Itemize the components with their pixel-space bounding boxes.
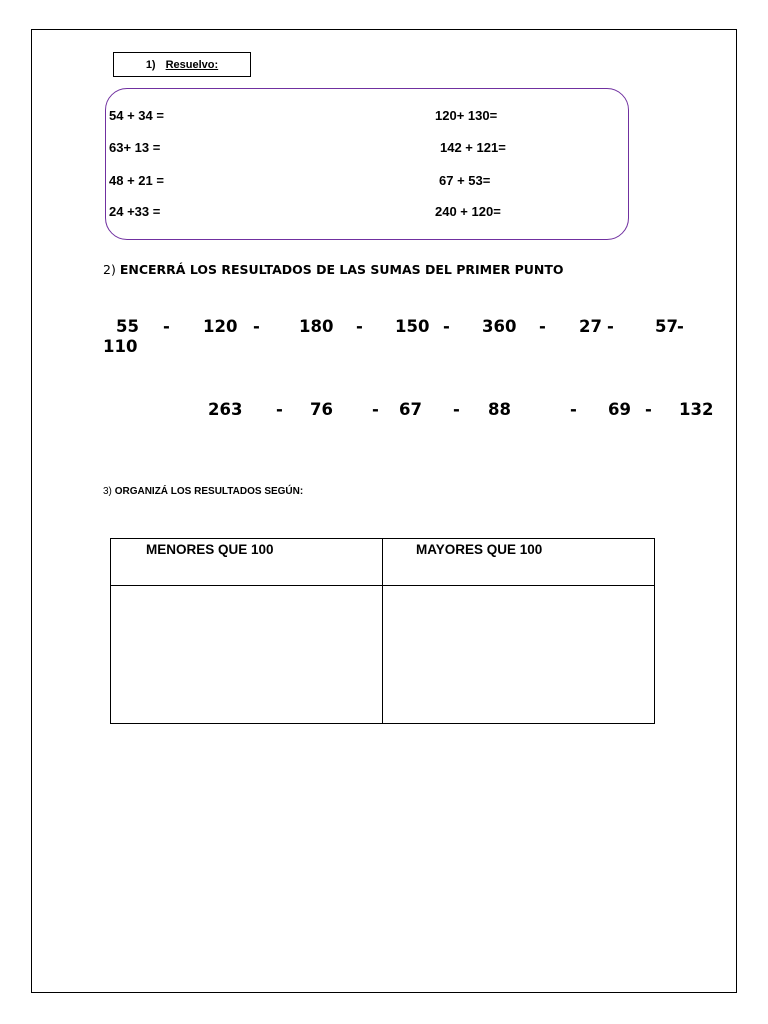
section-1-title: Resuelvo: (165, 58, 219, 71)
sums-box (105, 88, 629, 240)
result-value: 55 (116, 317, 139, 336)
sum-left-1: 54 + 34 = (109, 108, 164, 123)
result-value: 263 (208, 400, 243, 419)
sum-right-1: 120+ 130= (435, 108, 498, 123)
sum-right-2: 142 + 121= (440, 140, 506, 155)
table-header-row (111, 539, 655, 586)
result-separator: - (677, 317, 684, 336)
result-value: 360 (482, 317, 517, 336)
sum-left-3: 48 + 21 = (109, 173, 164, 188)
section-2-instruction (103, 262, 564, 277)
result-value: 67 (399, 400, 422, 419)
result-value: 150 (395, 317, 430, 336)
result-separator: - (163, 317, 170, 336)
result-separator: - (372, 400, 379, 419)
result-separator: - (645, 400, 652, 419)
table-answer-row (111, 586, 655, 724)
result-separator: - (570, 400, 577, 419)
result-value: 57 (655, 317, 678, 336)
section-1-heading (113, 52, 251, 77)
answer-cell-menores[interactable] (111, 586, 383, 724)
result-separator: - (443, 317, 450, 336)
section-2-number: 2) (103, 262, 116, 277)
result-value: 132 (679, 400, 714, 419)
sort-table (110, 538, 655, 724)
result-value: 88 (488, 400, 511, 419)
header-mayores: MAYORES QUE 100 (383, 539, 655, 586)
section-2-text: ENCERRÁ LOS RESULTADOS DE LAS SUMAS DEL PRIMER PUNTO (119, 262, 564, 277)
result-value: 110 (103, 337, 138, 356)
result-value: 120 (203, 317, 238, 336)
sum-left-2: 63+ 13 = (109, 140, 161, 155)
result-separator: - (356, 317, 363, 336)
section-3-number: 3) (103, 486, 112, 497)
answer-cell-mayores[interactable] (383, 586, 655, 724)
result-separator: - (607, 317, 614, 336)
section-3-instruction (103, 486, 303, 497)
header-menores: MENORES QUE 100 (111, 539, 383, 586)
section-3-text: ORGANIZÁ LOS RESULTADOS SEGÚN: (114, 486, 304, 497)
result-value: 27 (579, 317, 602, 336)
result-separator: - (539, 317, 546, 336)
sum-right-3: 67 + 53= (439, 173, 491, 188)
result-separator: - (453, 400, 460, 419)
result-separator: - (253, 317, 260, 336)
sum-left-4: 24 +33 = (109, 204, 161, 219)
result-value: 76 (310, 400, 333, 419)
section-1-number: 1) (145, 58, 156, 71)
result-value: 69 (608, 400, 631, 419)
result-value: 180 (299, 317, 334, 336)
sum-right-4: 240 + 120= (435, 204, 501, 219)
result-separator: - (276, 400, 283, 419)
